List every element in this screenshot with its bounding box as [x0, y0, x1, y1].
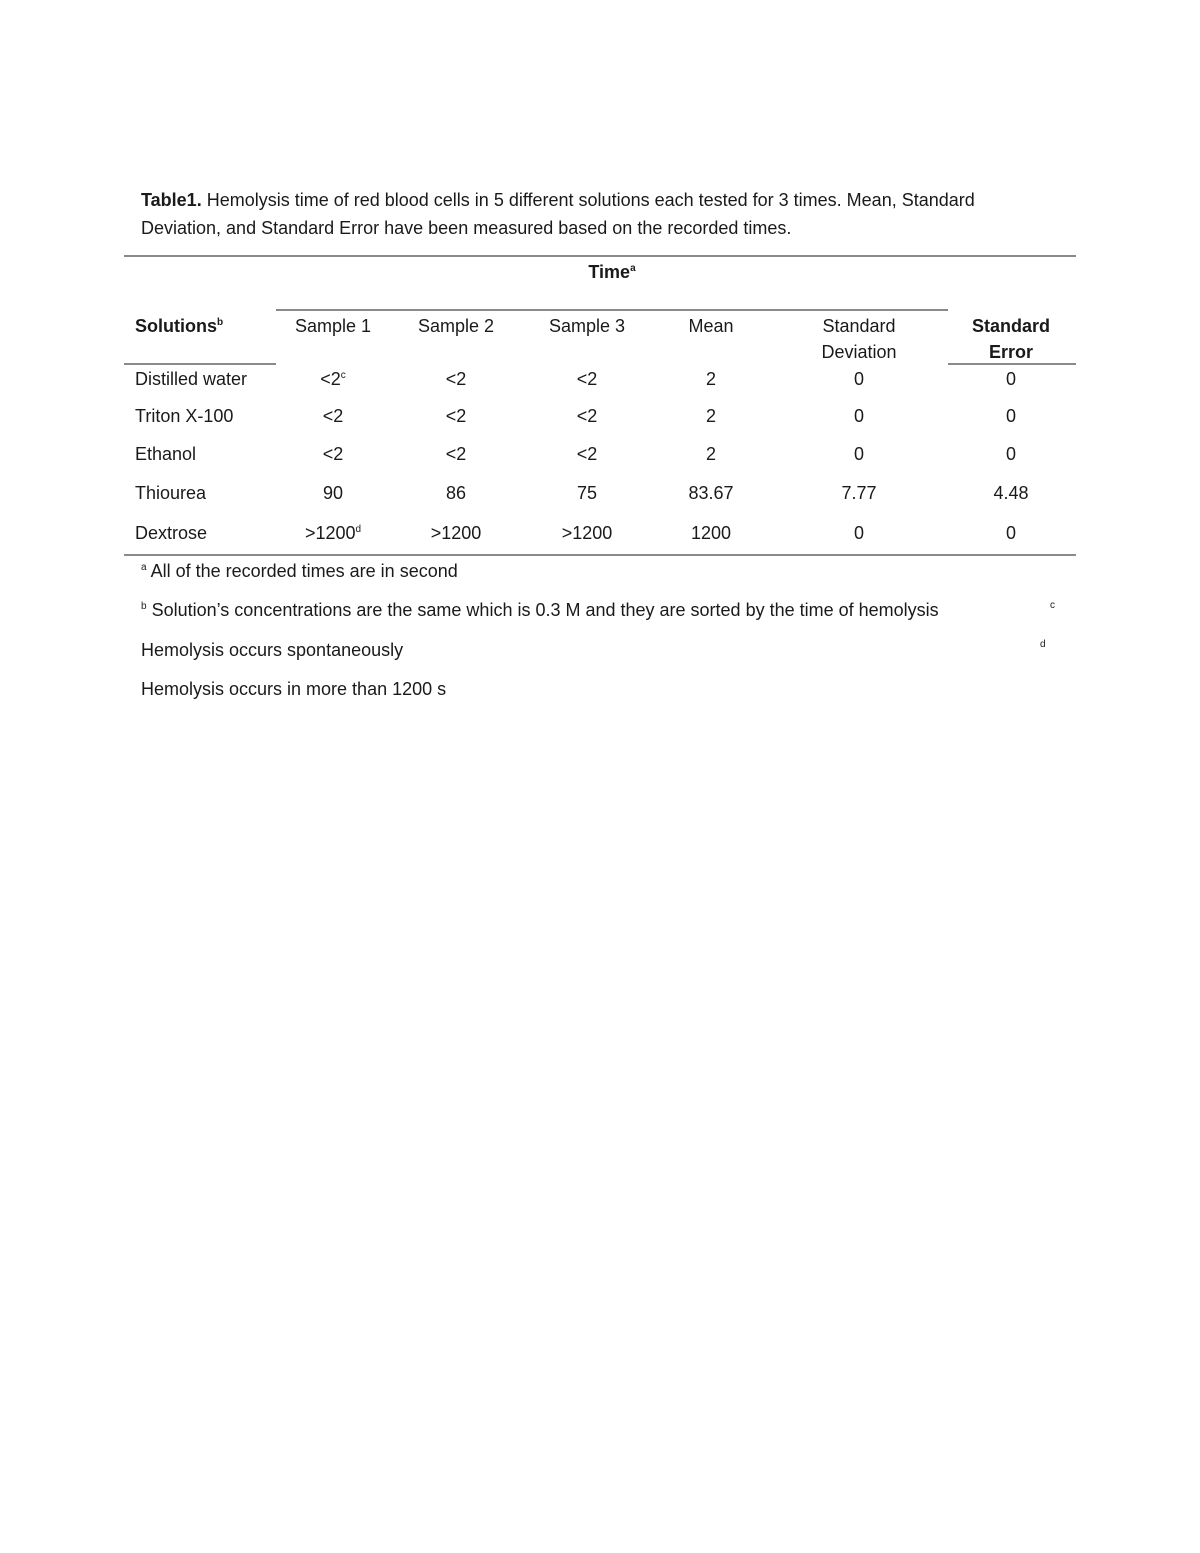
- table-row-solution: Thiourea: [135, 483, 207, 503]
- table-row-solution: Distilled water: [135, 369, 248, 389]
- sample2-header: Sample 2: [417, 316, 495, 336]
- table-cell-se: 0: [1005, 406, 1017, 426]
- table-cell-sd: 0: [853, 523, 865, 543]
- table-cell-sample1: $<2^c$: [320, 369, 346, 389]
- table-cell-mean: 2: [705, 369, 717, 389]
- table-cell-mean: 1200: [690, 523, 732, 543]
- table-cell-sample1: $>1200^d$: [304, 523, 362, 543]
- table-cell-sample2: <2: [445, 369, 467, 389]
- table-cell-sample2: <2: [445, 444, 467, 464]
- table-cell-sample1: <2: [322, 444, 344, 464]
- table-cell-se: 0: [1005, 523, 1017, 543]
- footnote-b-text: Solution’s concentrations are the same which is 0.3 M and they are sorted by the time of hemolysis: [151, 600, 939, 620]
- solutions-header-rule: [124, 363, 276, 365]
- time-group-header: Time$^a$: [588, 262, 636, 282]
- sample3-header: Sample 3: [548, 316, 626, 336]
- sample1-header: Sample 1: [294, 316, 372, 336]
- table-bottom-rule: [124, 554, 1076, 556]
- table-cell-sd: 7.77: [841, 483, 877, 503]
- table-cell-sample2: <2: [445, 406, 467, 426]
- table-cell-sample3: <2: [576, 444, 598, 464]
- se-header-rule: [948, 363, 1076, 365]
- se-header-line2: Error: [988, 342, 1034, 362]
- footnote-c-mark: c: [1050, 600, 1055, 611]
- solutions-footnote-mark: b: [217, 317, 224, 328]
- table-cell-mean: 2: [705, 444, 717, 464]
- footnote-a-text: All of the recorded times are in second: [150, 561, 458, 581]
- table-cell-sd: 0: [853, 369, 865, 389]
- footnote-d-text: Hemolysis occurs in more than 1200 s: [141, 679, 447, 699]
- table-cell-sample3: 75: [576, 483, 598, 503]
- table-row-solution: Triton X-100: [135, 406, 234, 426]
- table-cell-sample2: 86: [445, 483, 467, 503]
- table-top-rule: [124, 255, 1076, 257]
- cell-footnote-mark: c: [340, 370, 346, 381]
- se-header-line1: Standard: [971, 316, 1051, 336]
- mean-header: Mean: [688, 316, 734, 336]
- footnote-b-mark: b: [141, 601, 147, 612]
- table-cell-mean: 2: [705, 406, 717, 426]
- caption-label: Table1.: [141, 190, 202, 210]
- footnote-a: [141, 560, 458, 582]
- table-cell-se: 0: [1005, 444, 1017, 464]
- sd-header-line1: Standard: [822, 316, 896, 336]
- time-group-rule: [276, 309, 948, 311]
- table-cell-sample1: 90: [322, 483, 344, 503]
- table-cell-sd: 0: [853, 406, 865, 426]
- table-cell-sample2: >1200: [430, 523, 482, 543]
- caption-text: Hemolysis time of red blood cells in 5 different solutions each tested for 3 times. Mean, Standard Deviation, and Standard Error have been measured based on the recorded times.: [141, 190, 975, 238]
- table-cell-mean: 83.67: [688, 483, 734, 503]
- cell-footnote-mark: d: [355, 524, 362, 535]
- table-cell-sample3: <2: [576, 369, 598, 389]
- footnote-b: [141, 599, 939, 621]
- table-caption: [141, 186, 1021, 242]
- solutions-header: Solutions$^b$: [135, 316, 224, 336]
- footnote-a-mark: a: [141, 562, 147, 573]
- table-cell-sd: 0: [853, 444, 865, 464]
- table-row-solution: Ethanol: [135, 444, 197, 464]
- table-cell-sample1: <2: [322, 406, 344, 426]
- table-cell-se: 0: [1005, 369, 1017, 389]
- table-cell-se: 4.48: [993, 483, 1029, 503]
- footnote-d-mark: d: [1040, 639, 1046, 650]
- table-row-solution: Dextrose: [135, 523, 208, 543]
- sd-header-line2: Deviation: [821, 342, 897, 362]
- table-cell-sample3: <2: [576, 406, 598, 426]
- footnote-c-text: Hemolysis occurs spontaneously: [141, 640, 404, 660]
- time-footnote-mark: a: [630, 263, 636, 274]
- table-cell-sample3: >1200: [561, 523, 613, 543]
